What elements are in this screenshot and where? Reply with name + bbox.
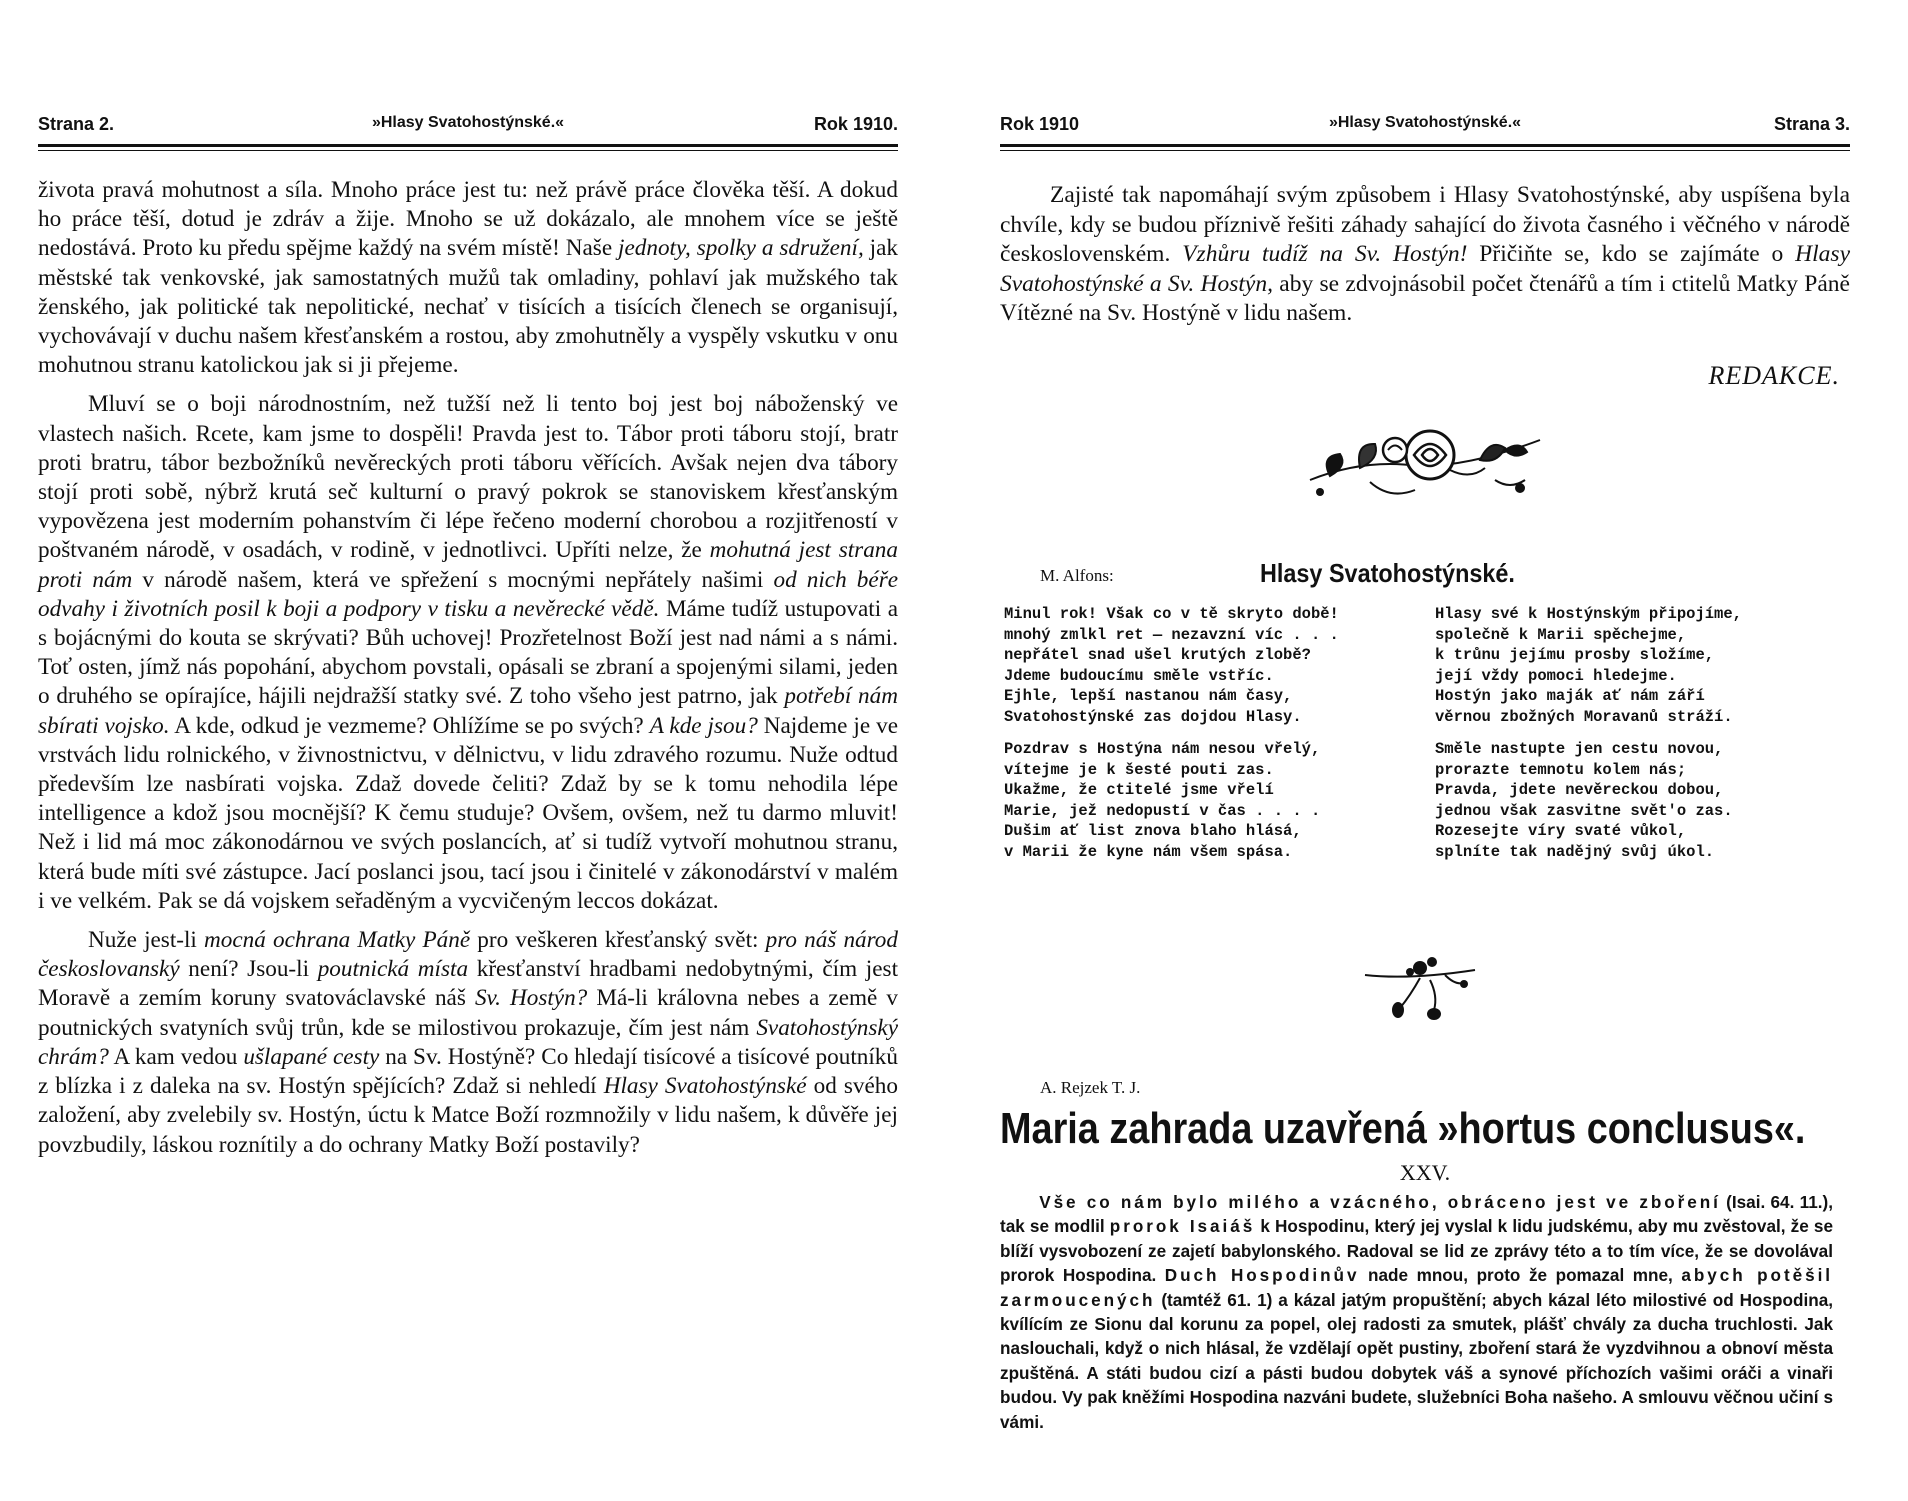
- poem-line: Rozesejte víry svaté vůkol,: [1435, 822, 1687, 840]
- page-number-left: Strana 2.: [38, 114, 115, 134]
- journal-title-left: »Hlasy Svatohostýnské.«: [371, 114, 565, 131]
- journal-title-right: »Hlasy Svatohostýnské.«: [1328, 114, 1522, 131]
- poem-line: prorazte temnotu kolem nás;: [1435, 760, 1687, 779]
- text-run: A kam vedou: [108, 1043, 244, 1070]
- text-run: A kde, odkud je vezmeme? Ohlížíme se po svých?: [169, 712, 650, 739]
- text-run: nade mnou, proto že pomazal mne,: [1359, 1265, 1682, 1286]
- right-page: [1000, 0, 1850, 1501]
- left-page: [38, 0, 898, 1501]
- text-run: aby se zdvojnásobil počet čtenářů a tím i ctitelů Matky Páně Vítězné na Sv. Hostýně v lidu našem.: [1000, 270, 1850, 326]
- text-run: Přičiňte se, kdo se zajímáte o: [1467, 241, 1796, 267]
- poem-title: Hlasy Svatohostýnské.: [1260, 558, 1515, 588]
- rose-ornament-icon: [1300, 410, 1550, 510]
- text-run: Zajisté tak napomáhají svým způsobem i Hlasy Svatohostýnské, aby uspíšena byla chvíle, kdy se budou příznivě řešiti záhady sahající do života časného i věčného v národě československém.: [1000, 182, 1850, 267]
- text-run: Máme tudíž ustupovati a s bojácnými do kouta se skrývati? Bůh uchovej! Prozřetelnost Boží jest nad námi a s námi. Toť osten, jímž nás popohání, abychom povstali, opásali se zbraní a spojenými silami, jeden o druhého se opírajíce, hájili nejdražší statky své. Z toho všeho jest patrno, jak: [38, 595, 898, 710]
- sprig-ornament-icon: [1360, 950, 1480, 1030]
- poem-line: Směle nastupte jen cestu novou,: [1435, 740, 1724, 758]
- poem-stanza: [1435, 739, 1835, 862]
- italic-run: A kde jsou?: [649, 712, 758, 739]
- poem-line: Minul rok! Však co v tě skryto době!: [1004, 605, 1339, 623]
- poem-author: M. Alfons:: [1040, 566, 1114, 585]
- text-run: křesťanství hradbami nedobytnými, čím jest Moravě a zemím koruny svatováclavské náš: [38, 956, 899, 1012]
- italic-run: jednoty, spolky a sdružení,: [618, 235, 864, 262]
- italic-run: Hlasy Svatohostýnské: [603, 1073, 807, 1100]
- text-run: (Isai. 64. 11.), tak se modlil: [1000, 1192, 1833, 1237]
- poem-right-column: [1435, 604, 1835, 874]
- header-rule-left: [38, 144, 898, 151]
- header-rule-right: [1000, 144, 1850, 151]
- left-body-text: [38, 176, 898, 1170]
- poem-line: věrnou zbožných Moravanů stráží.: [1435, 707, 1733, 726]
- text-run: Má-li královna nebes a země v poutnických svatyních svůj trůn, kde se milostivou prokazuje, čím jest nám: [38, 985, 898, 1041]
- italic-run: Sv. Hostýn?: [474, 985, 588, 1012]
- paragraph: [38, 176, 898, 380]
- text-run: pro veškeren křesťanský svět:: [470, 927, 766, 954]
- paragraph: [38, 390, 898, 916]
- text-run: (tamtéž 61. 1) a kázal jatým propuštění; abych kázal léto milostivé od Hospodina, kvílícím ze Sionu dal korunu za popel, olej radosti za smutek, plášť chvály za ducha truchlosti. Jak naslouchali, když o nich hlásal, že vzdělají opět pustiny, zboření stará že vyzdvihnou a obnoví města zpuštěná. A státi budou cizí a pásti budou dobytek váš a synové příchozích vašimi oráči a vinaři budou. Vy pak kněžími Hospodina nazváni budete, služebníci Boha našeho. A smlouvu věčnou učiní s vámi.: [1000, 1289, 1833, 1432]
- year-right: Rok 1910: [1000, 114, 1080, 134]
- italic-run: ušlapané cesty: [243, 1043, 380, 1070]
- paragraph: [38, 926, 898, 1160]
- text-run: na Sv. Hostýně? Co hledají tisícové a tisícové poutníků z blízka i z daleka na sv. Hostýn spějících? Zdaž si nehledí: [38, 1043, 898, 1100]
- poem-line: Dušim ať list znova blaho hlásá,: [1004, 822, 1302, 840]
- text-run: k Hospodinu, který jej vyslal k lidu judskému, aby mu zvěstoval, že se blíží vysvobození ze zajetí babylonského. Radoval se lid ze zprávy této a to tím více, že se dovolával prorok Hospodina.: [1000, 1216, 1833, 1286]
- poem-line: Jdeme budoucímu směle vstříc.: [1004, 666, 1274, 685]
- editorial-note: [1000, 181, 1850, 339]
- poem-line: nepřátel snad ušel krutých zlobě?: [1004, 646, 1311, 664]
- poem-line: Marie, jež nedopustí v čas . . . .: [1004, 801, 1321, 820]
- poem-stanza: [1435, 604, 1835, 727]
- italic-run: Hlasy Svatohostýnské a Sv. Hostýn,: [1000, 241, 1850, 297]
- poem-line: Pravda, jdete nevěreckou dobou,: [1435, 781, 1724, 799]
- poem-line: Ejhle, lepší nastanou nám časy,: [1004, 687, 1293, 705]
- text-run: od svého založení, aby zvelebily sv. Hostýn, úctu k Matce Boží rozmnožily v lidu našem, k důvěře jej povzbudily, láskou roznítily a do ochrany Matky Boží postavily?: [38, 1073, 898, 1158]
- article-author: A. Rejzek T. J.: [1040, 1078, 1141, 1097]
- text-run: v národě našem, která ve spřežení s mocnými nepřátely našimi: [132, 566, 774, 593]
- poem-line: v Marii že kyne nám všem spása.: [1004, 842, 1293, 861]
- text-run: abych potěšil zarmoucených: [1000, 1265, 1833, 1310]
- italic-run: mohutná jest strana proti nám: [38, 537, 898, 593]
- text-run: Vše co nám bylo milého a vzácného, obráceno jest ve zboření: [1039, 1192, 1721, 1212]
- article-body-text: [1000, 1190, 1833, 1444]
- poem-line: Hlasy své k Hostýnským připojíme,: [1435, 605, 1742, 623]
- italic-run: mocná ochrana Matky Páně: [204, 927, 471, 954]
- left-running-head: [38, 110, 898, 140]
- poem-line: její vždy pomoci hledejme.: [1435, 666, 1677, 685]
- italic-run: pro náš národ českoslovanský: [38, 927, 898, 983]
- poem-line: Svatohostýnské zas dojdou Hlasy.: [1004, 707, 1302, 726]
- italic-run: Svatohostýnský chrám?: [38, 1014, 898, 1070]
- text-run: Nuže jest-li: [88, 927, 205, 954]
- editorial-signature: REDAKCE.: [1708, 361, 1840, 390]
- poem-left-column: [1004, 604, 1404, 874]
- paragraph: [1000, 181, 1850, 329]
- text-run: není? Jsou-li: [179, 956, 318, 983]
- poem-line: splníte tak nadějný svůj úkol.: [1435, 842, 1715, 861]
- paragraph: [1000, 1190, 1833, 1434]
- poem-line: Hostýn jako maják ať nám září: [1435, 687, 1705, 705]
- poem-line: jednou však zasvitne svět'o zas.: [1435, 801, 1733, 820]
- text-run: Najdeme je ve vrstvách lidu rolnického, v živnostnictvu, v dělnictvu, v lidu zdravého rozumu. Nuže odtud především lze nasbírati vojska. Zdaž dovede čeliti? Zdaž by se k tomu nehodila lépe intelligence a kdož jsou mocnější? K čemu studuje? Ovšem, ovšem, než tu darmo mluvit! Než i lid má moc zákonodárnou ve svých poslancích, ať si tudíž vytvoří mohutnou stranu, která bude míti své zástupce. Jací poslanci jsou, tací jsou i činitelé v zákonodárství v malém i ve velkém. Pak se dá vojskem seřaděným a vycvičeným leccos dokázat.: [38, 712, 899, 914]
- text-run: života pravá mohutnost a síla. Mnoho práce jest tu: než právě práce člověka těší. A dokud ho práce těší, dotud je zdráv a žije. Mnoho se už dokázalo, ale mnohem více se ještě nedostává. Proto ku předu spějme každý na svém místě! Naše: [38, 177, 898, 262]
- poem-line: Ukažme, že ctitelé jsme vřelí: [1004, 781, 1274, 799]
- poem-line: společně k Marii spěchejme,: [1435, 625, 1687, 644]
- article-chapter-number: XXV.: [1399, 1160, 1451, 1185]
- article-title: Maria zahrada uzavřená »hortus conclusus«.: [1000, 1104, 1806, 1153]
- poem-line: Pozdrav s Hostýna nám nesou vřelý,: [1004, 740, 1321, 758]
- italic-run: poutnická místa: [317, 956, 469, 983]
- year-left: Rok 1910.: [813, 114, 898, 134]
- poem-line: mnohý zmlkl ret — nezavzní víc . . .: [1004, 625, 1339, 644]
- text-run: Duch Hospodinův: [1164, 1265, 1360, 1286]
- text-run: Mluví se o boji národnostním, než tužší než li tento boj jest boj náboženský ve vlastech našich. Rcete, kam jsme to dospěli! Pravda jest to. Tábor proti táboru stojí, bratr proti bratru, tábor bezbožníků nevěreckých proti táboru věřících. Avšak nejen dva tábory stojí proti sobě, nýbrž krutá seč kulturní o pravý pokrok se stanoviskem křesťanským vypovězena jest moderním pohanstvím či lépe řečeno moderní chorobou a rozjitřeností v poštvaném národě, v osadách, v rodině, v jednotlivci. Upříti nelze, že: [38, 391, 898, 564]
- poem-line: k trůnu jejímu prosby složíme,: [1435, 646, 1715, 664]
- poem-stanza: [1004, 604, 1404, 727]
- italic-run: od nich béře odvahy i životních posil k boji a podpory v tisku a nevěrecké vědě.: [38, 566, 899, 622]
- poem-line: vítejme je k šesté pouti zas.: [1004, 760, 1274, 779]
- italic-run: Vzhůru tudíž na Sv. Hostýn!: [1182, 241, 1468, 267]
- poem-stanza: [1004, 739, 1404, 862]
- italic-run: potřebí nám sbírati vojsko.: [38, 683, 898, 739]
- text-run: jak městské tak venkovské, jak samostatných mužů tak omladiny, pohlaví jak mužského tak ženského, jak politické tak nepolitické, nechať v tisících a tisících členech se organisují, vychovávají v duchu našem křesťanském a rostou, aby zmohutněly a vyspěly vskutku v onu mohutnou stranu katolickou jak si ji přejeme.: [38, 235, 899, 379]
- page-number-right: Strana 3.: [1773, 114, 1850, 134]
- text-run: prorok Isaiáš: [1109, 1216, 1256, 1237]
- right-running-head: [1000, 110, 1850, 140]
